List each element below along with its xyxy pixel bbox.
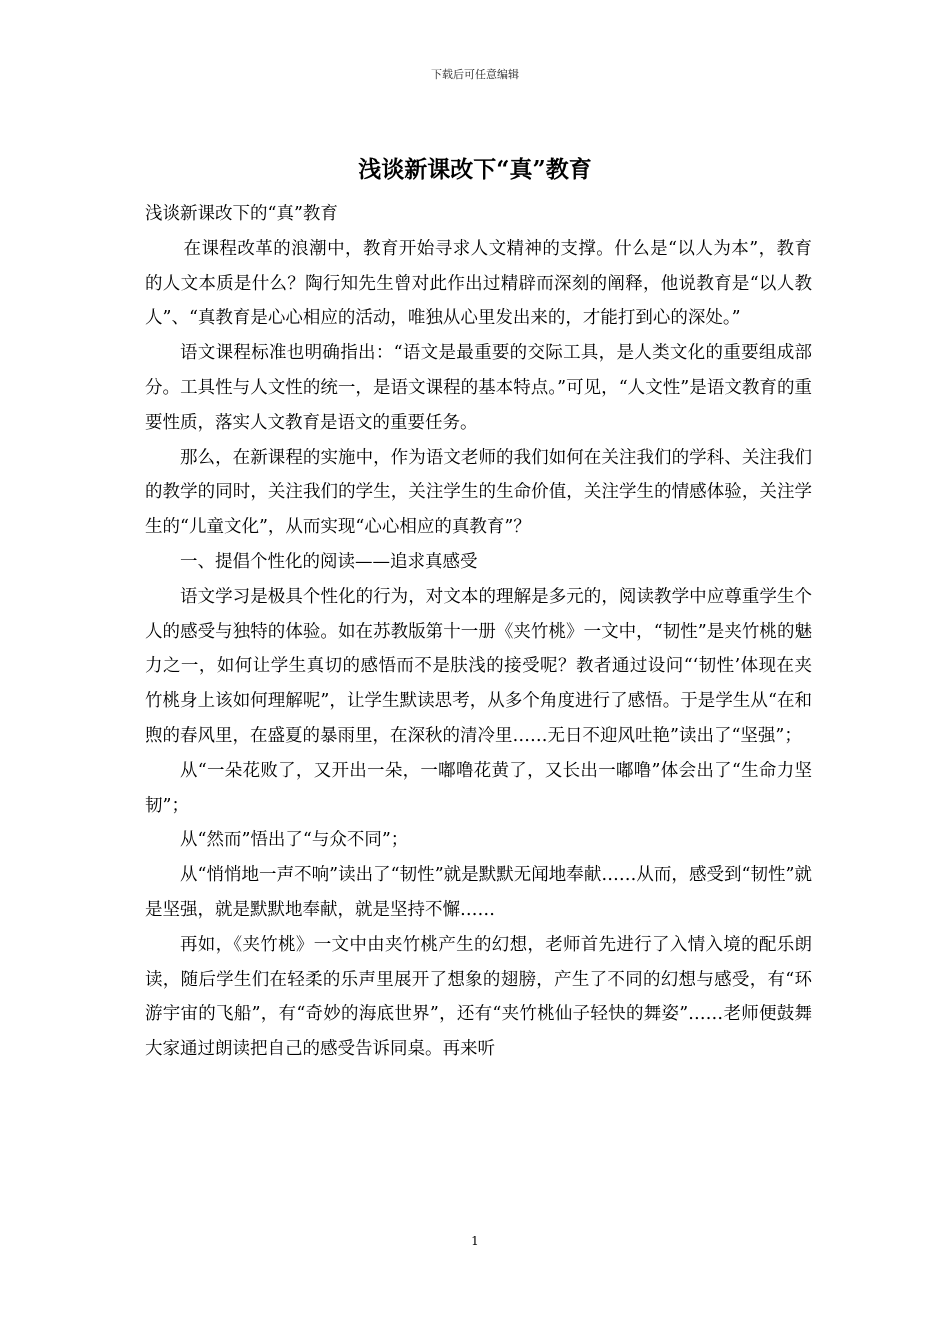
header-note: 下载后可任意编辑 <box>431 68 519 81</box>
paragraph-6: 从“然而”悟出了“与众不同”； <box>180 830 409 851</box>
document-body <box>145 197 812 1067</box>
paragraph-8: 再如，《夹竹桃》一文中由夹竹桃产生的幻想，老师首先进行了入情入境的配乐朗读，随后学生们在轻柔的乐声里展开了想象的翅膀，产生了不同的幻想与感受，有“环游宇宙的飞船”，有“奇妙的海底世界”，还有“夹竹桃仙子轻快的舞姿”……老师便鼓舞大家通过朗读把自己的感受告诉同桌。再来听 <box>145 934 812 1060</box>
paragraph-4: 语文学习是极具个性化的行为，对文本的理解是多元的，阅读教学中应尊重学生个人的感受与独特的体验。如在苏教版第十一册《夹竹桃》一文中，“韧性”是夹竹桃的魅力之一，如何让学生真切的感悟而不是肤浅的接受呢？教者通过设问“‘韧性’体现在夹竹桃身上该如何理解呢”，让学生默读思考，从多个角度进行了感悟。于是学生从“在和煦的春风里，在盛夏的暴雨里，在深秋的清冷里……无日不迎风吐艳”读出了“坚强”； <box>145 586 812 746</box>
document-title: 浅谈新课改下“真”教育 <box>358 156 592 183</box>
page-number: 1 <box>471 1234 479 1248</box>
paragraph-3: 那么，在新课程的实施中，作为语文老师的我们如何在关注我们的学科、关注我们的教学的同时，关注我们的学生，关注学生的生命价值，关注学生的情感体验，关注学生的“儿童文化”，从而实现“心心相应的真教育”？ <box>145 447 812 538</box>
document-subtitle: 浅谈新课改下的“真”教育 <box>145 204 338 224</box>
paragraph-5: 从“一朵花败了，又开出一朵，一嘟噜花黄了，又长出一嘟噜”体会出了“生命力坚韧”； <box>145 760 812 816</box>
paragraph-2: 语文课程标准也明确指出：“语文是最重要的交际工具，是人类文化的重要组成部分。工具性与人文性的统一，是语文课程的基本特点。”可见，“人文性”是语文教育的重要性质，落实人文教育是语文的重要任务。 <box>145 343 812 433</box>
paragraph-1: 在课程改革的浪潮中，教育开始寻求人文精神的支撑。什么是“以人为本”，教育的人文本质是什么？陶行知先生曾对此作出过精辟而深刻的阐释，他说教育是“以人教人”、“真教育是心心相应的活动，唯独从心里发出来的，才能打到心的深处。” <box>145 238 812 329</box>
section-heading: 一、提倡个性化的阅读——追求真感受 <box>180 551 478 572</box>
paragraph-7: 从“悄悄地一声不响”读出了“韧性”就是默默无闻地奉献……从而，感受到“韧性”就是坚强，就是默默地奉献，就是坚持不懈…… <box>145 865 812 920</box>
